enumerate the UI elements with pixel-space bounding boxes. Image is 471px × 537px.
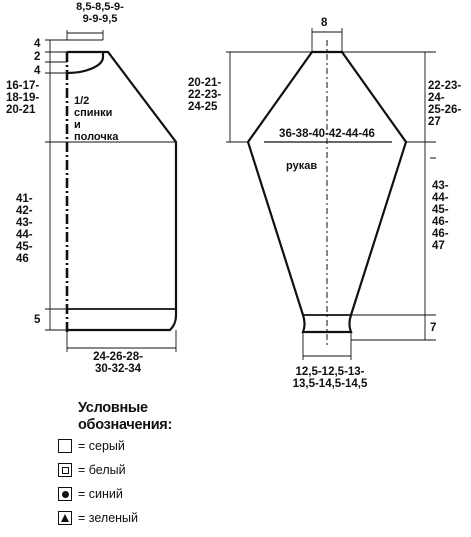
body-dim-shoulder-3: 4 <box>34 65 41 77</box>
sleeve-cap-height-right-label: 22-23-24- 25-26-27 <box>428 80 462 128</box>
body-dim-shoulder-1: 4 <box>34 38 41 50</box>
body-piece <box>45 30 176 352</box>
sleeve-top-width-label: 8 <box>321 17 328 29</box>
body-dim-shoulder-2: 2 <box>34 51 41 63</box>
body-top-width-label: 8,5-8,5-9- 9-9-9,5 <box>76 1 124 25</box>
body-hem-height-label: 5 <box>34 314 41 326</box>
triangle-in-square-icon <box>58 511 72 525</box>
square-in-square-icon <box>58 463 72 477</box>
sleeve-bottom-width-label: 12,5-12,5-13- 13,5-14,5-14,5 <box>292 366 368 390</box>
sleeve-piece <box>226 28 436 360</box>
sleeve-label: рукав <box>286 160 318 172</box>
dot-in-square-icon <box>58 487 72 501</box>
sleeve-cap-width-label: 36-38-40-42-44-46 <box>279 128 375 140</box>
legend-label-blue: = синий <box>78 487 123 501</box>
empty-square-icon <box>58 439 72 453</box>
body-armhole-height-label: 16-17- 18-19- 20-21 <box>6 80 40 116</box>
legend-label-green: = зеленый <box>78 511 139 525</box>
legend-title: Условные обозначения: <box>78 400 172 433</box>
legend <box>58 400 278 525</box>
sleeve-cuff-height-label: 7 <box>430 322 437 334</box>
legend-item-grey <box>58 438 125 454</box>
body-bottom-width-label: 24-26-28- 30-32-34 <box>93 351 143 375</box>
body-outline <box>67 52 176 330</box>
legend-label-grey: = серый <box>78 439 125 453</box>
legend-label-white: = белый <box>78 463 126 477</box>
body-piece-label: 1/2 спинки и полочка <box>74 95 119 143</box>
body-side-height-label: 41- 42- 43- 44- 45- 46 <box>16 193 33 265</box>
legend-item-blue <box>58 486 123 502</box>
legend-item-white <box>58 462 126 478</box>
sleeve-length-label: 43- 44- 45- 46- 46- 47 <box>432 180 449 252</box>
sleeve-cap-height-left-label: 20-21- 22-23- 24-25 <box>188 77 222 113</box>
legend-item-green <box>58 510 138 526</box>
sleeve-outline <box>248 52 406 332</box>
